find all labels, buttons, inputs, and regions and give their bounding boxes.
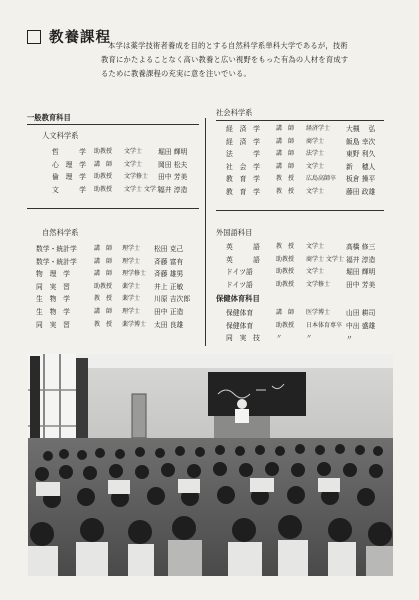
social-heading: 社会科学系 xyxy=(216,108,253,117)
faculty-row xyxy=(226,148,396,161)
faculty-degree: 薬学士 xyxy=(122,282,141,290)
faculty-degree: 文学士 xyxy=(306,243,325,250)
faculty-subject: 教 育 学 xyxy=(226,187,260,196)
faculty-subject: 文 学 xyxy=(52,185,86,194)
faculty-degree: 薬学博士 xyxy=(122,320,147,328)
page-title-text: 教養課程 xyxy=(49,29,111,46)
faculty-row xyxy=(36,268,206,281)
faculty-rank: 教 授 xyxy=(276,175,295,183)
faculty-row xyxy=(226,136,396,149)
faculty-rank: 講 師 xyxy=(276,309,295,316)
faculty-degree: 理学士 xyxy=(122,307,141,315)
faculty-subject: ドイツ語 xyxy=(226,280,253,289)
intro-paragraph xyxy=(101,39,391,81)
faculty-rank: 講 師 xyxy=(94,307,113,315)
faculty-row xyxy=(226,320,396,333)
faculty-rank: 助教授 xyxy=(276,280,295,288)
foreign-list xyxy=(226,241,396,291)
checkbox-icon xyxy=(27,30,41,44)
faculty-subject: 物 理 学 xyxy=(36,270,70,279)
faculty-name: 福井 淳造 xyxy=(158,185,188,194)
faculty-name: 〃 xyxy=(346,334,353,343)
faculty-row xyxy=(226,123,396,136)
faculty-degree: 文学修士 xyxy=(124,173,149,181)
faculty-name: 福井 淳造 xyxy=(346,255,376,264)
intro-line: 教育にかたよることなく高い教養と広い視野をもった有為の人材を育成す xyxy=(101,55,349,64)
faculty-row xyxy=(42,184,212,197)
faculty-name: 斉藤 雄男 xyxy=(154,270,184,279)
faculty-rank: 教 授 xyxy=(276,243,295,250)
faculty-name: 堀田 輝明 xyxy=(158,148,188,156)
divider xyxy=(216,120,384,121)
faculty-row xyxy=(36,256,206,269)
faculty-row xyxy=(226,161,396,174)
faculty-row xyxy=(36,243,206,256)
faculty-row xyxy=(42,146,212,159)
faculty-subject: 数学・統計学 xyxy=(36,257,77,266)
faculty-row xyxy=(36,319,206,332)
natural-list xyxy=(36,243,206,331)
faculty-degree: 文学士 xyxy=(306,187,325,195)
faculty-subject: 倫 理 学 xyxy=(52,173,86,182)
faculty-degree: 薬学士 xyxy=(122,295,141,303)
faculty-degree: 文学士 xyxy=(124,160,143,168)
faculty-degree: 理学士 xyxy=(122,245,141,252)
faculty-subject: 英 語 xyxy=(226,243,260,251)
divider xyxy=(27,124,199,125)
faculty-row xyxy=(226,307,396,320)
faculty-row xyxy=(226,186,396,199)
faculty-degree: 理学士 xyxy=(122,257,141,265)
faculty-subject: 経 済 学 xyxy=(226,137,260,146)
lecture-hall-photo xyxy=(28,354,393,576)
faculty-rank: 講 師 xyxy=(94,257,113,265)
intro-line: 本学は薬学技術者養成を目的とする自然科学系単科大学であるが，技術 xyxy=(108,41,348,50)
faculty-degree: 〃 xyxy=(306,334,313,342)
faculty-rank: 助教授 xyxy=(276,321,295,329)
faculty-name: 堀田 輝明 xyxy=(346,268,376,277)
faculty-degree: 文学士 xyxy=(306,162,325,170)
faculty-row xyxy=(226,279,396,292)
faculty-name: 田中 芳美 xyxy=(158,173,188,182)
faculty-name: 東野 利久 xyxy=(346,150,376,159)
faculty-rank: 講 師 xyxy=(276,162,295,170)
faculty-rank: 講 師 xyxy=(94,160,113,168)
faculty-subject: ドイツ語 xyxy=(226,268,253,277)
faculty-rank: 助教授 xyxy=(94,282,113,290)
faculty-row xyxy=(226,332,396,345)
divider xyxy=(27,208,199,209)
faculty-rank: 助教授 xyxy=(276,268,295,276)
faculty-degree: 経済学士 xyxy=(306,125,331,132)
faculty-degree: 医学博士 xyxy=(306,309,331,316)
faculty-degree: 法学士 xyxy=(306,150,325,158)
faculty-subject: 保健体育 xyxy=(226,309,254,317)
faculty-name: 新 穂人 xyxy=(346,162,376,171)
faculty-name: 田中 芳美 xyxy=(346,280,376,289)
faculty-subject: 社 会 学 xyxy=(226,162,260,171)
faculty-row xyxy=(42,171,212,184)
faculty-subject: 法 学 xyxy=(226,150,260,159)
faculty-name: 高橋 修三 xyxy=(346,243,376,251)
faculty-subject: 教 育 学 xyxy=(226,175,260,184)
faculty-rank: 教 授 xyxy=(94,295,113,303)
faculty-rank: 助教授 xyxy=(94,148,113,155)
faculty-degree: 理学修士 xyxy=(122,270,147,278)
foreign-heading: 外国語科目 xyxy=(216,228,253,237)
intro-line: るために教養課程の充実に意を注いでいる。 xyxy=(101,69,251,78)
humanities-heading: 人文科学系 xyxy=(42,131,79,140)
faculty-degree: 商学士 xyxy=(306,137,325,145)
natural-heading: 自然科学系 xyxy=(42,228,79,237)
faculty-row xyxy=(226,254,396,267)
faculty-subject: 同 実 技 xyxy=(226,334,260,343)
faculty-name: 太田 良雄 xyxy=(154,320,184,329)
faculty-subject: 英 語 xyxy=(226,255,260,264)
faculty-rank: 講 師 xyxy=(276,125,295,132)
faculty-name: 岡田 松夫 xyxy=(158,160,188,169)
faculty-rank: 助教授 xyxy=(276,255,295,263)
general-heading: 一般教育科目 xyxy=(27,113,71,122)
faculty-row xyxy=(226,173,396,186)
faculty-degree: 文学士 xyxy=(306,268,325,276)
faculty-rank: 講 師 xyxy=(94,270,113,278)
health-list xyxy=(226,307,396,345)
health-heading: 保健体育科目 xyxy=(216,294,260,303)
faculty-degree: 日本体育専卒 xyxy=(306,321,343,329)
faculty-subject: 保健体育 xyxy=(226,321,254,330)
faculty-degree: 文学士 xyxy=(124,148,143,155)
faculty-rank: 助教授 xyxy=(94,173,113,181)
faculty-rank: 講 師 xyxy=(276,137,295,145)
faculty-subject: 同 実 習 xyxy=(36,320,70,329)
faculty-subject: 生 物 学 xyxy=(36,295,70,304)
faculty-rank: 〃 xyxy=(276,334,283,342)
faculty-rank: 講 師 xyxy=(94,245,113,252)
faculty-subject: 心 理 学 xyxy=(52,160,86,169)
faculty-subject: 経 済 学 xyxy=(226,125,260,133)
faculty-subject: 数学・統計学 xyxy=(36,245,77,253)
faculty-name: 川原 吉次郎 xyxy=(154,295,191,304)
faculty-name: 斉藤 富有 xyxy=(154,257,184,266)
faculty-rank: 助教授 xyxy=(94,185,113,193)
page-title xyxy=(27,26,111,47)
faculty-name: 飯島 幸次 xyxy=(346,137,376,146)
humanities-list xyxy=(42,146,212,196)
faculty-rank: 講 師 xyxy=(276,150,295,158)
faculty-row xyxy=(226,241,396,254)
faculty-name: 藤田 政雄 xyxy=(346,187,376,196)
faculty-row xyxy=(36,281,206,294)
faculty-name: 田中 正造 xyxy=(154,307,184,316)
faculty-name: 井上 正敏 xyxy=(154,282,184,291)
faculty-row xyxy=(36,293,206,306)
faculty-rank: 教 授 xyxy=(276,187,295,195)
faculty-subject: 同 実 習 xyxy=(36,282,70,291)
faculty-degree: 文学士 文学士 xyxy=(124,185,162,193)
faculty-degree: 広島高師卒 xyxy=(306,175,337,183)
social-list xyxy=(226,123,396,199)
faculty-degree: 商学士 文学士 xyxy=(306,255,344,263)
faculty-subject: 哲 学 xyxy=(52,148,86,156)
divider xyxy=(216,210,384,211)
faculty-name: 松田 克己 xyxy=(154,245,184,253)
faculty-degree: 文学修士 xyxy=(306,280,331,288)
faculty-row xyxy=(226,266,396,279)
faculty-name: 中出 盛雄 xyxy=(346,321,376,330)
faculty-name: 大槻 弘 xyxy=(346,125,376,133)
faculty-name: 山田 耕司 xyxy=(346,309,376,317)
faculty-row xyxy=(36,306,206,319)
faculty-subject: 生 物 学 xyxy=(36,307,70,316)
faculty-row xyxy=(42,159,212,172)
faculty-name: 板倉 操平 xyxy=(346,175,376,184)
faculty-rank: 教 授 xyxy=(94,320,113,328)
